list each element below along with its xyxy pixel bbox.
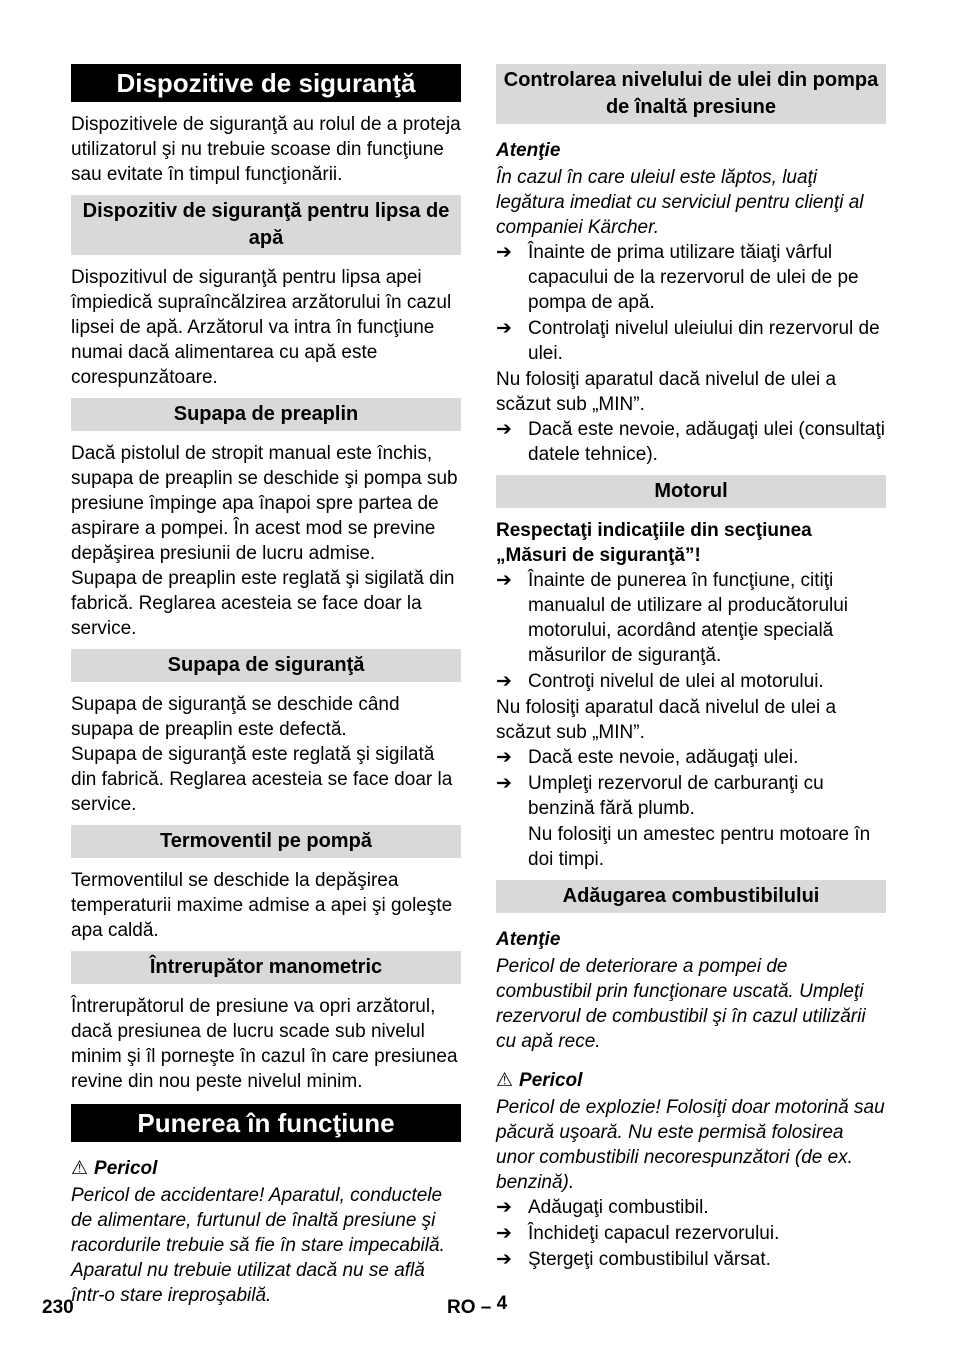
- heading-fuel: Adăugarea combustibilului: [496, 880, 886, 913]
- text-fuel-attention: Pericol de deteriorare a pompei de combustibil prin funcţionare uscată. Umpleţi rezervorul de combustibil şi în cazul utilizării cu apă rece.: [496, 956, 866, 1052]
- arrow-right-icon: ➔: [496, 1197, 512, 1218]
- attention-label-fuel: Atenţie: [496, 929, 561, 950]
- text-motor-note: Respectaţi indicaţiile din secţiunea „Măsuri de siguranţă”!: [496, 520, 812, 566]
- text-oil-attention: În cazul în care uleiul este lăptos, luaţi legătura imediat cu serviciul pentru clienţi al companiei Kärcher.: [496, 167, 864, 238]
- attention-label-oil: Atenţie: [496, 140, 561, 161]
- language-code: RO: [447, 1297, 476, 1318]
- heading-startup: Punerea în funcţiune: [71, 1104, 461, 1142]
- text-motor-indent: Nu folosiţi un amestec pentru motoare în doi timpi.: [528, 824, 871, 870]
- heading-safety-valve: Supapa de siguranţă: [71, 649, 461, 682]
- page-number: 230: [42, 1297, 74, 1318]
- text-water-safety: Dispozitivul de siguranţă pentru lipsa apei împiedică supraîncălzirea arzătorului în cazul lipsei de apă. Arzătorul va intra în funcţiune numai dacă alimentarea cu apă este corespunzătoare.: [71, 267, 452, 388]
- text-overflow-valve-2: Supapa de preaplin este reglată şi sigilată din fabrică. Reglarea acesteia se face doar la service.: [71, 568, 455, 639]
- warning-triangle-icon: ⚠: [71, 1158, 89, 1179]
- list-item: ➔ Înainte de punerea în funcţiune, citiţi manualul de utilizare al producătorului motorului, acordând atenţie specială măsurilor de siguranţă.: [496, 570, 849, 666]
- list-item: ➔ Umpleţi rezervorul de carburanţi cu benzină fără plumb.: [496, 773, 824, 819]
- warning-triangle-icon: ⚠: [496, 1070, 514, 1091]
- arrow-right-icon: ➔: [496, 1223, 512, 1244]
- text-safety-valve-1: Supapa de siguranţă se deschide când supapa de preaplin este defectă.: [71, 694, 400, 740]
- text-motor-min: Nu folosiţi aparatul dacă nivelul de ulei a scăzut sub „MIN”.: [496, 697, 837, 743]
- footer-dash: –: [480, 1297, 492, 1318]
- list-item: ➔ Închideţi capacul rezervorului.: [496, 1223, 780, 1244]
- list-item: ➔ Ştergeţi combustibilul vărsat.: [496, 1249, 771, 1270]
- danger-label-fuel: [496, 1068, 886, 1093]
- list-item: ➔ Dacă este nevoie, adăugaţi ulei.: [496, 747, 799, 768]
- arrow-right-icon: ➔: [496, 671, 512, 692]
- heading-safety-devices: Dispozitive de siguranţă: [71, 64, 461, 102]
- text-danger-startup: Pericol de accidentare! Aparatul, conductele de alimentare, furtunul de înaltă presiune şi racordurile trebuie să fie în stare impecabilă. Aparatul nu trebuie utilizat dacă nu se află într-o stare ireproşabilă.: [71, 1185, 445, 1306]
- list-item: ➔ Controţi nivelul de ulei al motorului.: [496, 671, 824, 692]
- list-item: ➔ Adăugaţi combustibil.: [496, 1197, 709, 1218]
- danger-label-text: Pericol: [519, 1070, 583, 1091]
- text-oil-min: Nu folosiţi aparatul dacă nivelul de ulei a scăzut sub „MIN”.: [496, 369, 837, 415]
- arrow-right-icon: ➔: [496, 747, 512, 768]
- text-overflow-valve-1: Dacă pistolul de stropit manual este închis, supapa de preaplin se deschide şi pompa sub presiune împinge apa înapoi spre partea de aspirare a pompei. În acest mod se previne depăşirea presiunii de lucru admise.: [71, 443, 458, 564]
- list-item: ➔ Controlaţi nivelul uleiului din rezervorul de ulei.: [496, 318, 880, 364]
- text-pressure-switch: Întrerupătorul de presiune va opri arzătorul, dacă presiunea de lucru scade sub nivelul minim şi îl porneşte în cazul în care presiunea revine din nou peste nivelul minim.: [71, 996, 458, 1092]
- heading-water-safety: Dispozitiv de siguranţă pentru lipsa de apă: [71, 195, 461, 255]
- heading-overflow-valve: Supapa de preaplin: [71, 398, 461, 431]
- left-column: [71, 64, 461, 1308]
- text-safety-devices: Dispozitivele de siguranţă au rolul de a proteja utilizatorul şi nu trebuie scoase din funcţiune sau evitate în timpul funcţionării.: [71, 114, 461, 185]
- arrow-right-icon: ➔: [496, 773, 512, 794]
- list-item: ➔ Înainte de prima utilizare tăiaţi vârful capacului de la rezervorul de ulei de pe pompa de apă.: [496, 242, 859, 313]
- text-fuel-danger: Pericol de explozie! Folosiţi doar motorină sau păcură uşoară. Nu este permisă folosirea unor combustibili necorespunzători (de ex. benzină).: [496, 1097, 885, 1193]
- page-footer-label: [447, 1293, 508, 1319]
- sub-page-number: 4: [496, 1293, 508, 1314]
- danger-label: [71, 1156, 461, 1181]
- arrow-right-icon: ➔: [496, 570, 512, 591]
- heading-thermo-valve: Termoventil pe pompă: [71, 825, 461, 858]
- text-thermo-valve: Termoventilul se deschide la depăşirea temperaturii maxime admise a apei şi goleşte apa caldă.: [71, 870, 453, 941]
- list-item: ➔ Dacă este nevoie, adăugaţi ulei (consultaţi datele tehnice).: [496, 419, 886, 465]
- danger-label-text: Pericol: [94, 1158, 158, 1179]
- text-safety-valve-2: Supapa de siguranţă este reglată şi sigilată din fabrică. Reglarea acesteia se face doar la service.: [71, 744, 453, 815]
- right-column: [496, 64, 886, 1273]
- heading-motor: Motorul: [496, 475, 886, 508]
- arrow-right-icon: ➔: [496, 242, 512, 263]
- arrow-right-icon: ➔: [496, 1249, 512, 1270]
- arrow-right-icon: ➔: [496, 419, 512, 440]
- heading-oil-level: Controlarea nivelului de ulei din pompa de înaltă presiune: [496, 64, 886, 124]
- heading-pressure-switch: Întrerupător manometric: [71, 951, 461, 984]
- arrow-right-icon: ➔: [496, 318, 512, 339]
